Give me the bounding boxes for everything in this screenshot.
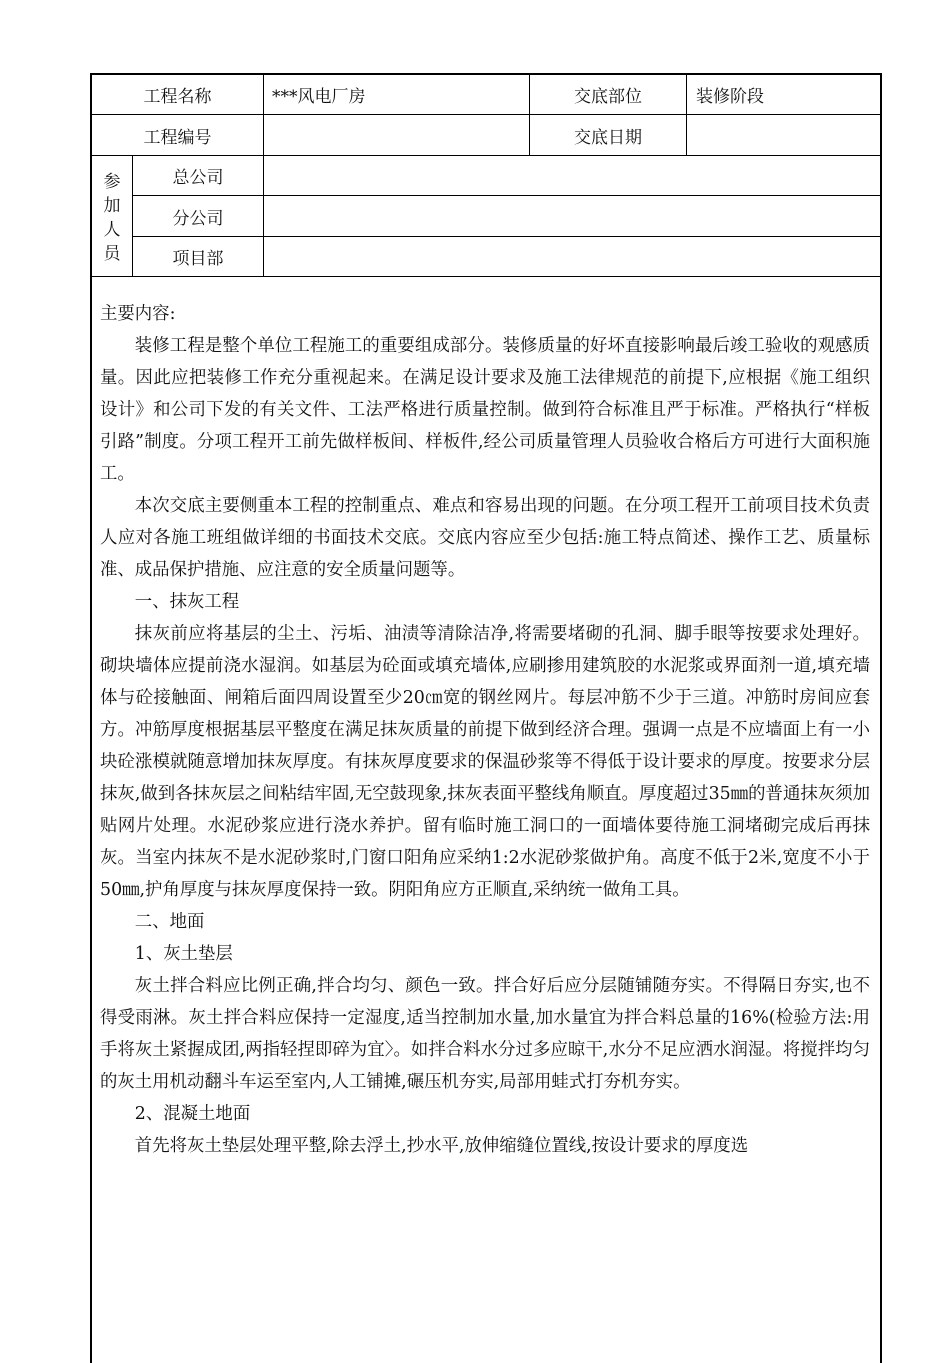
participants-label — [92, 170, 132, 266]
participant-row-value — [272, 237, 872, 276]
participant-row-label: 项目部 — [172, 249, 224, 269]
participants-char: 员 — [103, 244, 121, 264]
content-paragraph: 首先将灰土垫层处理平整,除去浮土,抄水平,放伸缩缝位置线,按设计要求的厚度选 — [134, 1136, 749, 1156]
participant-row-value — [272, 196, 872, 236]
content-heading: 主要内容: — [100, 304, 176, 324]
section-title: 二、地面 — [134, 912, 205, 932]
handover-part-value: 装修阶段 — [696, 87, 764, 107]
handover-date-value — [696, 115, 880, 155]
handover-date-label: 交底日期 — [574, 127, 642, 148]
participant-row-value — [272, 156, 872, 195]
participants-char: 参 — [103, 172, 121, 192]
section-title: 一、抹灰工程 — [134, 592, 240, 612]
project-name-label: 工程名称 — [143, 87, 212, 107]
participants-char: 人 — [103, 220, 121, 240]
content-paragraph: 本次交底主要侧重本工程的控制重点、难点和容易出现的问题。在分项工程开工前项目技术负责人应对各施工班组做详细的书面技术交底。交底内容应至少包括:施工特点简述、操作工艺、质量标准、成品保护措施、应注意的安全质量问题等。 — [100, 496, 870, 580]
handover-part-label: 交底部位 — [574, 87, 642, 107]
participants-char: 加 — [103, 196, 121, 216]
subsection-title: 2、混凝土地面 — [134, 1104, 251, 1124]
project-number-value — [272, 115, 527, 155]
participant-row-label: 总公司 — [172, 168, 224, 188]
content-paragraph: 装修工程是整个单位工程施工的重要组成部分。装修质量的好坏直接影响最后竣工验收的观感质量。因此应把装修工作充分重视起来。在满足设计要求及施工法律规范的前提下,应根据《施工组织设计》和公司下发的有关文件、工法严格进行质量控制。做到符合标准且严于标准。严格执行“样板引路”制度。分项工程开工前先做样板间、样板件,经公司质量管理人员验收合格后方可进行大面积施工。 — [100, 336, 870, 484]
subsection-title: 1、灰土垫层 — [134, 944, 233, 964]
participant-row-label: 分公司 — [172, 208, 224, 229]
col-divider — [263, 74, 264, 276]
main-content — [100, 298, 870, 1162]
content-paragraph: 抹灰前应将基层的尘土、污垢、油渍等清除洁净,将需要堵砌的孔洞、脚手眼等按要求处理好。砌块墙体应提前浇水湿润。如基层为砼面或填充墙体,应刷掺用建筑胶的水泥浆或界面剂一道,填充墙体与砼接触面、闸箱后面四周设置至少20㎝宽的钢丝网片。每层冲筋不少于三道。冲筋时房间应套方。冲筋厚度根据基层平整度在满足抹灰质量的前提下做到经济合理。强调一点是不应墙面上有一小块砼涨模就随意增加抹灰厚度。有抹灰厚度要求的保温砂浆等不得低于设计要求的厚度。按要求分层抹灰,做到各抹灰层之间粘结牢固,无空鼓现象,抹灰表面平整线角顺直。厚度超过35㎜的普通抹灰须加贴网片处理。水泥砂浆应进行浇水养护。留有临时施工洞口的一面墙体要待施工洞堵砌完成后再抹灰。当室内抹灰不是水泥砂浆时,门窗口阳角应采纳1:2水泥砂浆做护角。高度不低于2米,宽度不小于50㎜,护角厚度与抹灰厚度保持一致。阴阳角应方正顺直,采纳统一做角工具。 — [100, 624, 870, 900]
content-paragraph: 灰土拌合料应比例正确,拌合均匀、颜色一致。拌合好后应分层随铺随夯实。不得隔日夯实,也不得受雨淋。灰土拌合料应保持一定湿度,适当控制加水量,加水量宜为拌合料总量的16%(检验方法:用手将灰土紧握成团,两指轻捏即碎为宜〉。如拌合料水分过多应晾干,水分不足应洒水润湿。将搅拌均匀的灰土用机动翻斗车运至室内,人工铺摊,碾压机夯实,局部用蛙式打夯机夯实。 — [100, 976, 870, 1092]
project-name-value: ***风电厂房 — [272, 87, 366, 107]
col-divider — [686, 74, 687, 155]
row-divider — [91, 276, 881, 277]
project-number-label: 工程编号 — [143, 127, 212, 148]
